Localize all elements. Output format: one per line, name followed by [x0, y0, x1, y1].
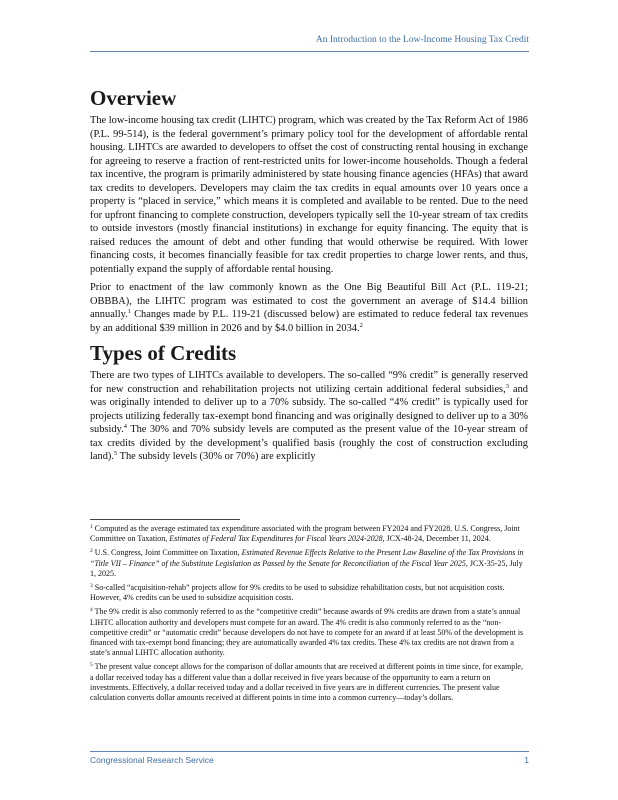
citation-title: Estimates of Federal Tax Expenditures for Fiscal Years 2024-2028: [169, 534, 383, 544]
paragraph-text: There are two types of LIHTCs available to developers. The so-called “9% credit” is generally reserved for new construction and rehabilitation projects not utilizing certain additional federal subsidies,: [90, 370, 528, 395]
paragraph: [90, 114, 528, 276]
main-content: [90, 86, 528, 469]
footnote-text: , JCX-35-25, July 1, 2025.: [90, 558, 523, 578]
footnote-number: 5: [90, 662, 93, 669]
footnote-number: 1: [90, 524, 93, 530]
footnote-reference[interactable]: 5: [113, 450, 118, 457]
paragraph: [90, 281, 528, 335]
footnote-text: So-called “acquisition-rehab” projects allow for 9% credits to be used to subsidize rehabilitation costs, but not acquisition costs. However, 4% credits can be used to subsidize acquisition costs.: [90, 583, 505, 603]
paragraph-text: The 30% and 70% subsidy levels are computed as the present value of the 10-year stream of tax credits divided by the development’s qualified basis (roughly the cost of construction excluding land).: [90, 424, 528, 462]
paragraph-text: and was originally intended to deliver up to a 70% subsidy. The so-called “4% credit” is typically used for projects utilizing federally tax-exempt bond financing and was originally designed to deliver up to a 30% subsidy.: [90, 383, 528, 435]
footnote-number: 3: [90, 583, 93, 590]
section-heading-types-of-credits: Types of Credits: [90, 341, 237, 365]
paragraph-text: Prior to enactment of the law commonly known as the One Big Beautiful Bill Act (P.L. 119-21; OBBBA), the LIHTC program was estimated to cost the government an average of $14.4 billion annually.: [90, 282, 528, 320]
footnote-text: Computed as the average estimated tax expenditure associated with the program between FY2024 and FY2028. U.S. Congress, Joint Committee on Taxation,: [90, 524, 520, 544]
paragraph: [90, 369, 528, 464]
footnote: [90, 662, 528, 703]
footnotes: [90, 524, 528, 707]
footnote: [90, 607, 528, 658]
section-heading-overview: Overview: [90, 86, 177, 110]
paragraph-text: The subsidy levels (30% or 70%) are explicitly: [117, 451, 316, 462]
footnote-divider: [90, 519, 240, 520]
footnote-text: , JCX-48-24, December 11, 2024.: [382, 534, 491, 544]
footnote: [90, 583, 528, 603]
footnote-number: 2: [90, 548, 93, 555]
citation-title: Estimated Revenue Effects Relative to the Present Law Baseline of the Tax Provisions in “Title VII – Finance” of the Substitute Legislation as Passed by the Senate for Reconciliation of the Fiscal Year 2025: [90, 548, 524, 568]
running-header: [90, 34, 529, 52]
footnote-text: The 9% credit is also commonly referred to as the “competitive credit” because awards of 9% credits are drawn from a state’s annual LIHTC allocation authority and developers must compete for an award. The 4% credit is also commonly referred to as the “non-competitive credit” or “automatic credit” because developers do not have to compete for an award if at least 50% of the development is financed with tax-exempt bond financing; they are automatically awarded 4% tax credits. These 4% tax credits are not drawn from a state’s annual LIHTC allocation authority.: [90, 607, 524, 658]
footnote-text: U.S. Congress, Joint Committee on Taxation,: [94, 548, 242, 558]
running-footer: [90, 751, 529, 769]
footnote-reference[interactable]: 3: [505, 382, 509, 390]
paragraph-text: The low-income housing tax credit (LIHTC) program, which was created by the Tax Reform Act of 1986 (P.L. 99-514), is the federal government’s primary policy tool for the development of affordable rental housing. LIHTCs are awarded to developers to offset the cost of constructing rental housing in exchange for agreeing to reserve a fraction of rent-restricted units for lower-income households. Though a federal tax incentive, the program is primarily administered by state housing finance agencies (HFAs) that award tax credits to developers. Developers may claim the tax credits in equal amounts over 10 years once a property is “placed in service,” which means it is completed and available to be rented. Due to the need for upfront financing to complete construction, developers typically sell the 10-year stream of tax credits to outside investors (mostly financial institutions) in exchange for equity financing. The equity that is raised reduces the amount of debt and other funding that would otherwise be required. With lower financing costs, it becomes financially feasible for tax credit properties to charge lower rents, and thus, potentially expand the supply of affordable rental housing.: [90, 115, 528, 275]
footnote: [90, 524, 528, 544]
footnote: [90, 548, 528, 579]
publisher-name: Congressional Research Service: [90, 755, 214, 765]
running-header-title: An Introduction to the Low-Income Housing Tax Credit: [315, 35, 529, 45]
footnote-number: 4: [90, 607, 93, 614]
page-number: 1: [524, 755, 529, 765]
footnote-reference[interactable]: 4: [123, 423, 127, 430]
footnote-reference[interactable]: 1: [127, 308, 131, 315]
footnote-reference[interactable]: 2: [359, 321, 363, 329]
paragraph-text: Changes made by P.L. 119-21 (discussed below) are estimated to reduce federal tax revenues by an additional $39 million in 2026 and by $4.0 billion in 2034.: [90, 309, 528, 334]
footnote-text: The present value concept allows for the comparison of dollar amounts that are received at different points in time since, for example, a dollar received today has a different value than a dollar received in five years because of the opportunity to earn a return on investments. Effectively, a dollar received today and a dollar received in five years are in different currencies. The present value calculation converts dollar amounts received at different points in time into a common currency—today’s dollars.: [90, 662, 523, 703]
